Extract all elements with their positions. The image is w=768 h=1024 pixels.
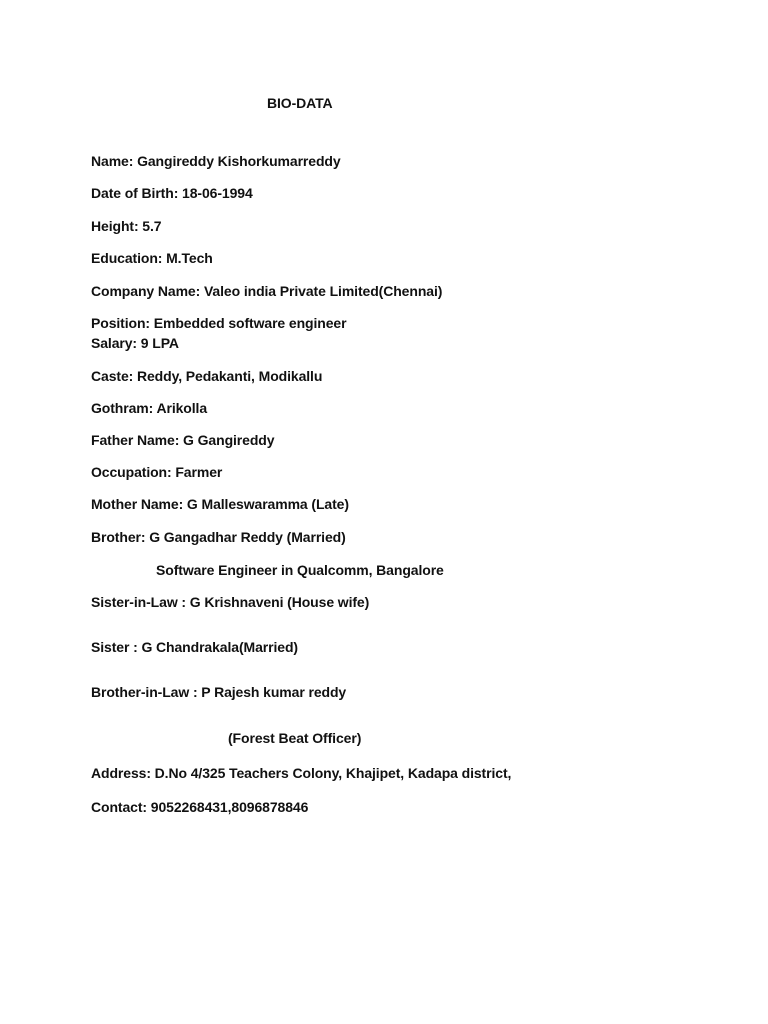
dob-line: Date of Birth: 18-06-1994 xyxy=(91,185,253,201)
position-line: Position: Embedded software engineer xyxy=(91,315,347,331)
mother-line: Mother Name: G Malleswaramma (Late) xyxy=(91,496,349,512)
sister-in-law-line: Sister-in-Law : G Krishnaveni (House wife) xyxy=(91,594,370,610)
company-line: Company Name: Valeo india Private Limited(Chennai) xyxy=(91,283,443,299)
name-line: Name: Gangireddy Kishorkumarreddy xyxy=(91,153,341,169)
height-line: Height: 5.7 xyxy=(91,218,162,234)
brother-occupation-line: Software Engineer in Qualcomm, Bangalore xyxy=(156,562,444,578)
brother-in-law-line: Brother-in-Law : P Rajesh kumar reddy xyxy=(91,684,347,700)
document-title: BIO-DATA xyxy=(267,95,333,111)
education-line: Education: M.Tech xyxy=(91,250,213,266)
gothram-line: Gothram: Arikolla xyxy=(91,400,208,416)
address-line: Address: D.No 4/325 Teachers Colony, Khajipet, Kadapa district, xyxy=(91,765,512,781)
brother-line: Brother: G Gangadhar Reddy (Married) xyxy=(91,529,346,545)
brother-in-law-occupation-line: (Forest Beat Officer) xyxy=(228,730,362,746)
sister-line: Sister : G Chandrakala(Married) xyxy=(91,639,298,655)
salary-line: Salary: 9 LPA xyxy=(91,335,179,351)
occupation-line: Occupation: Farmer xyxy=(91,464,223,480)
contact-line: Contact: 9052268431,8096878846 xyxy=(91,799,309,815)
caste-line: Caste: Reddy, Pedakanti, Modikallu xyxy=(91,368,323,384)
father-line: Father Name: G Gangireddy xyxy=(91,432,275,448)
